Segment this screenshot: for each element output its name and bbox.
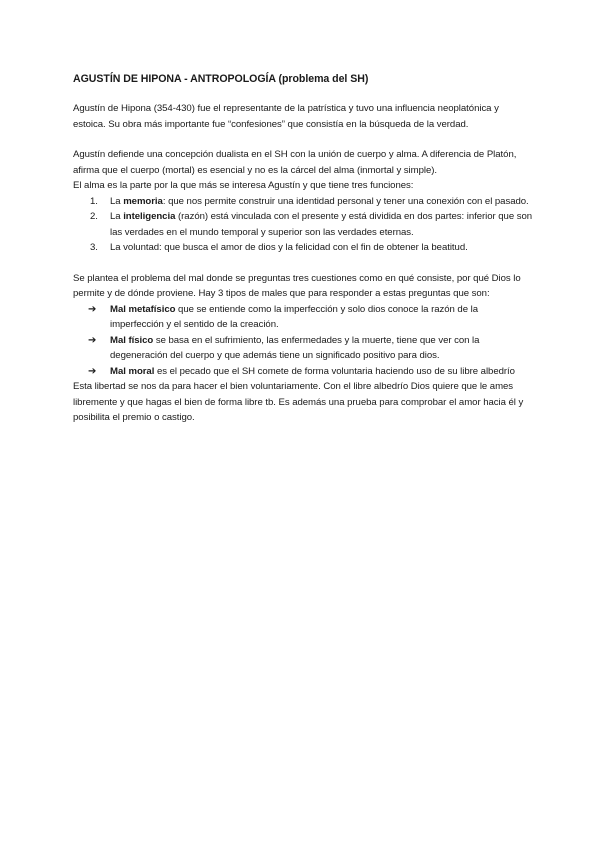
list-item-text: (razón) está vinculada con el presente y está dividida en dos partes: inferior que son las verdades en el mundo temporal y superior son las verdades eternas. (110, 211, 533, 238)
list-number: 2. (90, 211, 98, 222)
soul-functions-list (73, 194, 533, 256)
soul-intro-paragraph: El alma es la parte por la que más se interesa Agustín y que tiene tres funciones: (73, 180, 414, 191)
list-item-text: que se entiende como la imperfección y solo dios conoce la razón de la imperfección y el sentido de la creación. (110, 303, 478, 330)
document-body (73, 72, 533, 426)
list-item-term: Mal metafísico (110, 303, 176, 315)
arrow-bullet-icon: ➔ (88, 334, 97, 346)
list-item-term: Mal físico (110, 334, 154, 346)
list-item-term: inteligencia (123, 211, 176, 222)
arrow-bullet-icon: ➔ (88, 365, 97, 377)
list-item-text: : que nos permite construir una identidad personal y tener una conexión con el pasado. (162, 195, 529, 207)
list-item (73, 302, 533, 333)
list-item (73, 364, 533, 380)
list-item-text: se basa en el sufrimiento, las enfermedades y la muerte, tiene que ver con la degeneración del cuerpo y que además tiene un significado positivo para dios. (110, 334, 480, 361)
list-item (73, 209, 533, 240)
list-item (73, 333, 533, 364)
arrow-bullet-icon: ➔ (88, 303, 97, 315)
list-number: 3. (90, 242, 98, 253)
list-number: 1. (90, 195, 98, 207)
dualism-paragraph: Agustín defiende una concepción dualista en el SH con la unión de cuerpo y alma. A diferencia de Platón, afirma que el cuerpo (mortal) es esencial y no es la cárcel del alma (inmortal y simple). (73, 149, 517, 176)
freedom-paragraph: Esta libertad se nos da para hacer el bien voluntariamente. Con el libre albedrío Dios quiere que le ames libremente y que hagas el bien de forma libre tb. Es además una prueba para comprobar el amor hacia él y posibilita el premio o castigo. (73, 381, 524, 423)
intro-paragraph: Agustín de Hipona (354-430) fue el representante de la patrística y tuvo una influencia neoplatónica y estoica. Su obra más importante fue “confesiones” que consistía en la búsqueda de la verdad. (73, 103, 499, 130)
evil-intro-paragraph: Se plantea el problema del mal donde se preguntas tres cuestiones como en qué consiste, por qué Dios lo permite y de dónde proviene. Hay 3 tipos de males que para responder a estas preguntas que son: (73, 272, 521, 299)
evil-types-list (73, 302, 533, 380)
list-item-text: La voluntad: que busca el amor de dios y la felicidad con el fin de obtener la beatitud. (110, 242, 468, 253)
list-item (73, 240, 533, 256)
list-item-text: es el pecado que el SH comete de forma voluntaria haciendo uso de su libre albedrío (154, 365, 515, 377)
spacer (73, 132, 533, 147)
list-item-prefix: La (110, 211, 124, 222)
list-item-term: memoria (123, 195, 163, 207)
list-item-term: Mal moral (110, 365, 155, 377)
list-item (73, 194, 533, 210)
spacer (73, 256, 533, 271)
document-title: AGUSTÍN DE HIPONA - ANTROPOLOGÍA (problema del SH) (73, 73, 369, 85)
list-item-prefix: La (110, 195, 124, 207)
